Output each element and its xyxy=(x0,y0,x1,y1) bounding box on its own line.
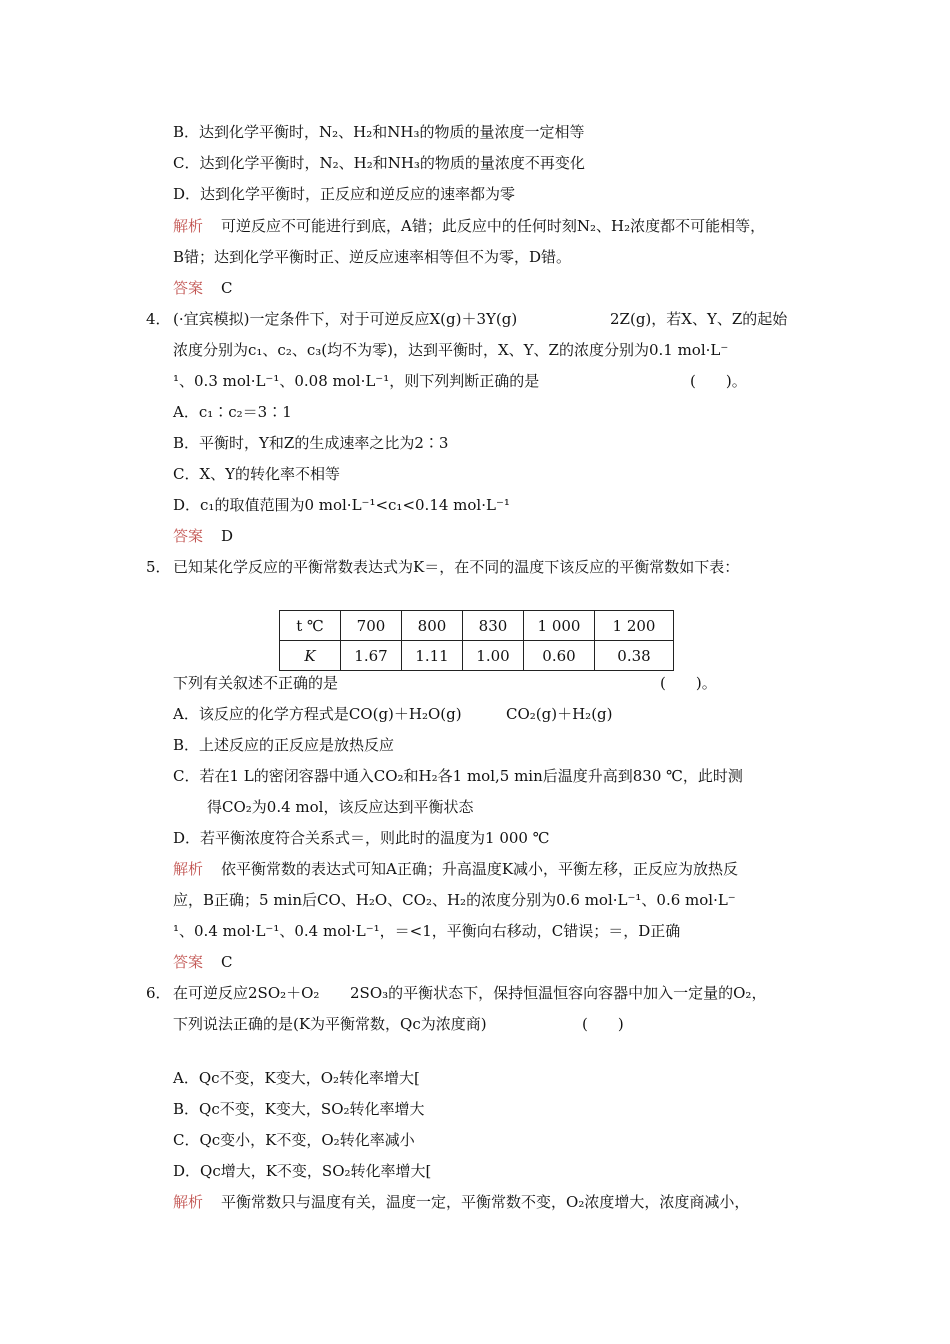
answer-label: 答案 xyxy=(173,527,204,545)
q3-analysis-line-2: B错；达到化学平衡时正、逆反应速率相等但不为零，D错。 xyxy=(173,248,572,266)
q5-analysis-line-1: 解析 依平衡常数的表达式可知A正确；升高温度K减小，平衡左移，正反应为放热反 xyxy=(173,860,739,878)
table-cell: 0.60 xyxy=(524,641,595,671)
table-cell: 1.00 xyxy=(463,641,524,671)
equilibrium-constant-table xyxy=(279,610,674,671)
q4-answer-bracket: ( )。 xyxy=(690,372,747,390)
q4-option-b: B．平衡时，Y和Z的生成速率之比为2∶3 xyxy=(173,434,449,452)
q6-stem-line-2: 下列说法正确的是(K为平衡常数，Qc为浓度商) xyxy=(173,1015,487,1033)
q4-option-c: C．X、Y的转化率不相等 xyxy=(173,465,341,483)
table-cell: 800 xyxy=(402,611,463,641)
q3-option-c: C．达到化学平衡时，N₂、H₂和NH₃的物质的量浓度不再变化 xyxy=(173,154,585,172)
table-cell: 830 xyxy=(463,611,524,641)
table-cell: 1.11 xyxy=(402,641,463,671)
q3-option-b: B．达到化学平衡时，N₂、H₂和NH₃的物质的量浓度一定相等 xyxy=(173,123,585,141)
analysis-label: 解析 xyxy=(173,217,204,235)
answer-label: 答案 xyxy=(173,279,204,297)
q4-option-d: D．c₁的取值范围为0 mol·L⁻¹<c₁<0.14 mol·L⁻¹ xyxy=(173,496,510,514)
q5-analysis-line-2: 应，B正确；5 min后CO、H₂O、CO₂、H₂的浓度分别为0.6 mol·L⁻¹、0.6 mol·L⁻ xyxy=(173,891,736,909)
q6-option-a: A．Qc不变，K变大，O₂转化率增大[ xyxy=(173,1069,420,1087)
q5-stem: 已知某化学反应的平衡常数表达式为K＝，在不同的温度下该反应的平衡常数如下表： xyxy=(173,558,740,576)
table-row xyxy=(280,611,674,641)
q5-answer-bracket: ( )。 xyxy=(660,674,717,692)
q6-analysis-line-1: 解析 平衡常数只与温度有关，温度一定，平衡常数不变，O₂浓度增大，浓度商减小， xyxy=(173,1193,750,1211)
answer-label: 答案 xyxy=(173,953,204,971)
q5-option-c-line-1: C．若在1 L的密闭容器中通入CO₂和H₂各1 mol,5 min后温度升高到830 ℃，此时测 xyxy=(173,767,743,785)
q5-analysis-line-3: ¹、0.4 mol·L⁻¹、0.4 mol·L⁻¹，＝<1，平衡向右移动，C错误；＝，D正确 xyxy=(173,922,681,940)
q5-option-a-part-1: A．该反应的化学方程式是CO(g)＋H₂O(g) xyxy=(173,705,462,723)
table-cell: 700 xyxy=(341,611,402,641)
table-cell: K xyxy=(280,641,341,671)
q4-stem-part-1: (·宜宾模拟)一定条件下，对于可逆反应X(g)＋3Y(g) xyxy=(173,310,518,328)
q4-answer: 答案 D xyxy=(173,527,234,545)
q5-option-c-line-2: 得CO₂为0.4 mol，该反应达到平衡状态 xyxy=(207,798,474,816)
q4-option-a: A．c₁∶c₂＝3∶1 xyxy=(173,403,292,421)
q4-stem-line-3: ¹、0.3 mol·L⁻¹、0.08 mol·L⁻¹，则下列判断正确的是 xyxy=(173,372,540,390)
table-cell: t ℃ xyxy=(280,611,341,641)
table-cell: 1 200 xyxy=(595,611,674,641)
table-cell: 1 000 xyxy=(524,611,595,641)
q5-prompt: 下列有关叙述不正确的是 xyxy=(173,674,339,692)
q5-option-d: D．若平衡浓度符合关系式＝，则此时的温度为1 000 ℃ xyxy=(173,829,550,847)
q6-option-c: C．Qc变小，K不变，O₂转化率减小 xyxy=(173,1131,415,1149)
q4-stem-line-2: 浓度分别为c₁、c₂、c₃(均不为零)，达到平衡时，X、Y、Z的浓度分别为0.1 mol·L⁻ xyxy=(173,341,729,359)
q6-number: 6． xyxy=(146,984,171,1002)
q6-stem-part-1: 在可逆反应2SO₂＋O₂ xyxy=(173,984,320,1002)
q6-option-d: D．Qc增大，K不变，SO₂转化率增大[ xyxy=(173,1162,432,1180)
q6-stem-part-2: 2SO₃的平衡状态下，保持恒温恒容向容器中加入一定量的O₂， xyxy=(350,984,767,1002)
analysis-label: 解析 xyxy=(173,860,204,878)
analysis-label: 解析 xyxy=(173,1193,204,1211)
q3-analysis-line-1: 解析 可逆反应不可能进行到底，A错；此反应中的任何时刻N₂、H₂浓度都不可能相等， xyxy=(173,217,766,235)
q5-option-b: B．上述反应的正反应是放热反应 xyxy=(173,736,395,754)
q6-answer-bracket: ( ) xyxy=(582,1015,624,1033)
q5-answer: 答案 C xyxy=(173,953,233,971)
q6-option-b: B．Qc不变，K变大，SO₂转化率增大 xyxy=(173,1100,425,1118)
table-cell: 0.38 xyxy=(595,641,674,671)
table-row xyxy=(280,641,674,671)
q5-option-a-part-2: CO₂(g)＋H₂(g) xyxy=(506,705,613,723)
q4-number: 4． xyxy=(146,310,171,328)
q5-number: 5． xyxy=(146,558,171,576)
q4-stem-part-2: 2Z(g)，若X、Y、Z的起始 xyxy=(610,310,788,328)
table-cell: 1.67 xyxy=(341,641,402,671)
q3-answer: 答案 C xyxy=(173,279,233,297)
q3-option-d: D．达到化学平衡时，正反应和逆反应的速率都为零 xyxy=(173,185,516,203)
